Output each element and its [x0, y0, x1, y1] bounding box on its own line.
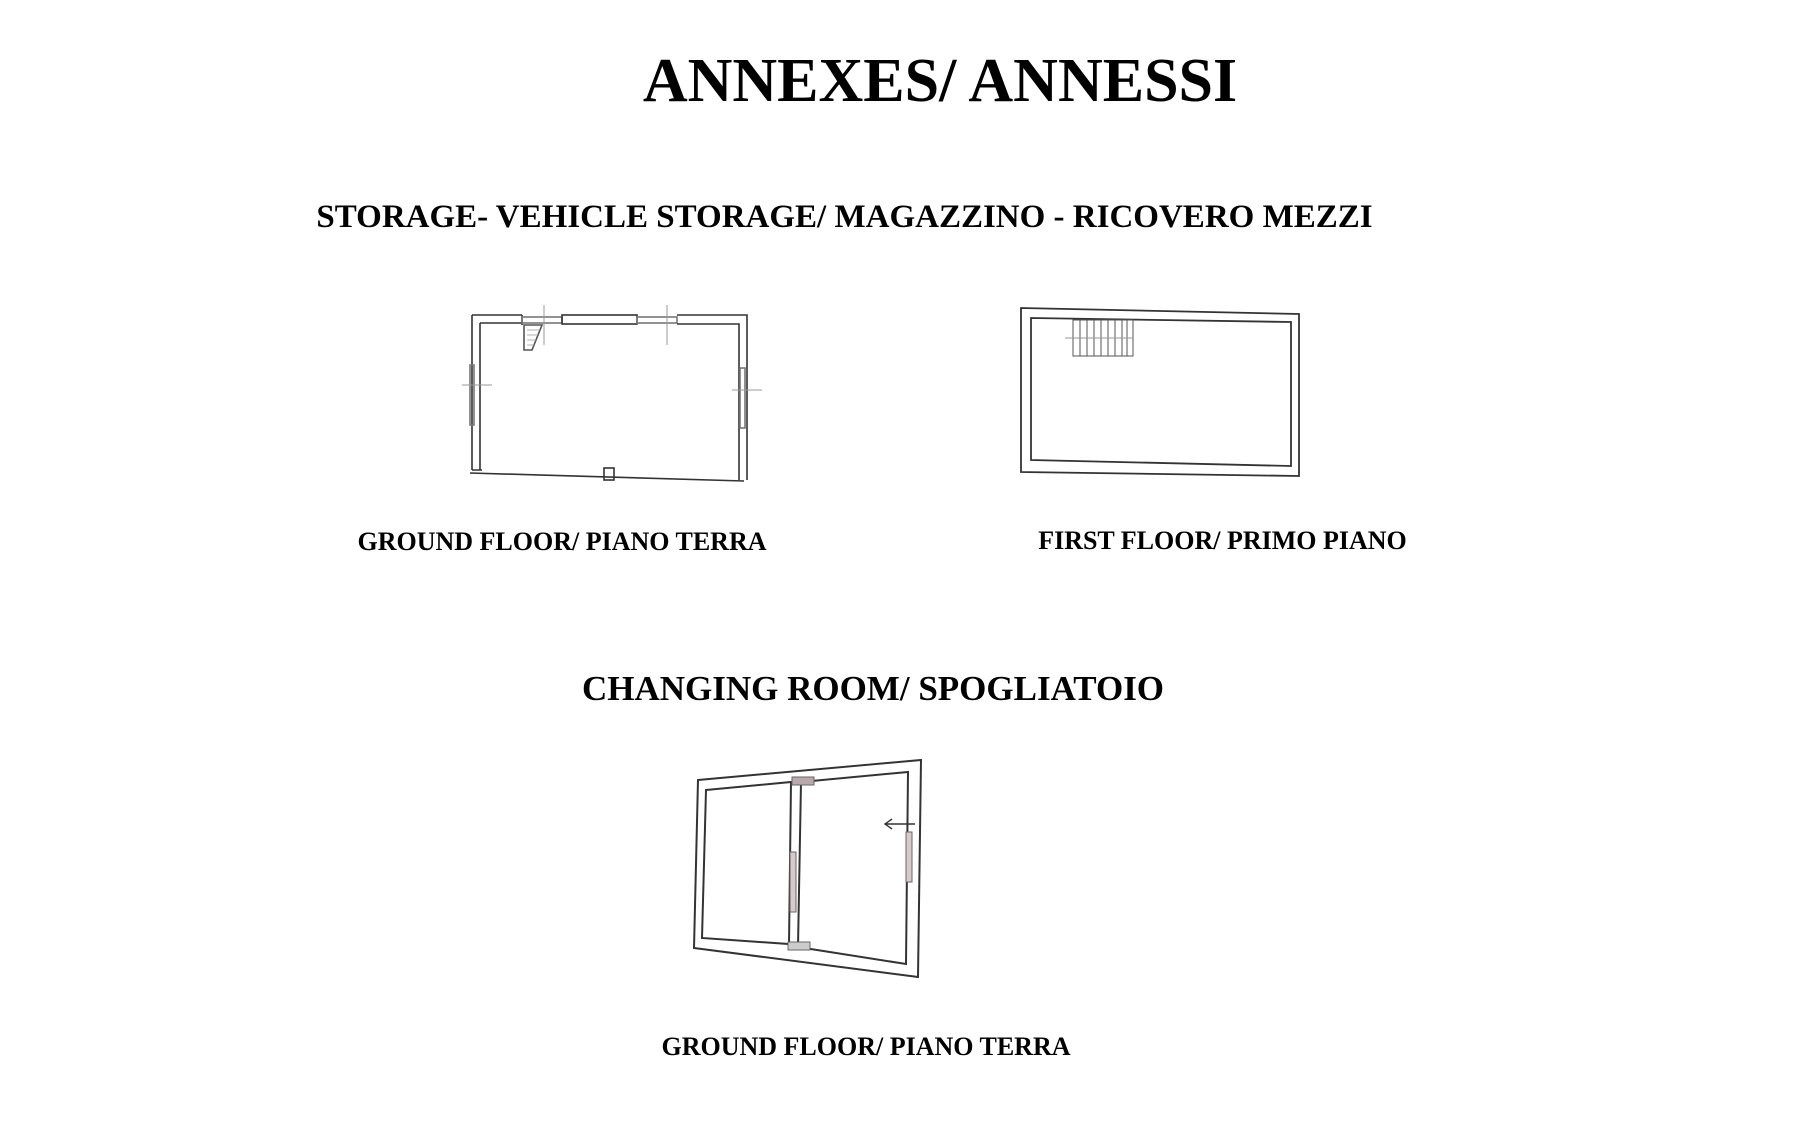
section-heading-changing-room: CHANGING ROOM/ SPOGLIATOIO	[581, 669, 1165, 708]
storage-first-floor-label: FIRST FLOOR/ PRIMO PIANO	[1038, 526, 1407, 555]
storage-ground-floor-plan	[462, 300, 762, 490]
storage-ground-floor-label: GROUND FLOOR/ PIANO TERRA	[357, 527, 767, 556]
page-title: ANNEXES/ ANNESSI	[642, 47, 1238, 115]
changing-room-ground-floor-plan	[680, 752, 940, 982]
storage-first-floor-plan	[1015, 304, 1305, 484]
changing-room-ground-floor-label: GROUND FLOOR/ PIANO TERRA	[661, 1032, 1071, 1061]
section-heading-storage: STORAGE- VEHICLE STORAGE/ MAGAZZINO - RICOVERO MEZZI	[316, 199, 1373, 235]
